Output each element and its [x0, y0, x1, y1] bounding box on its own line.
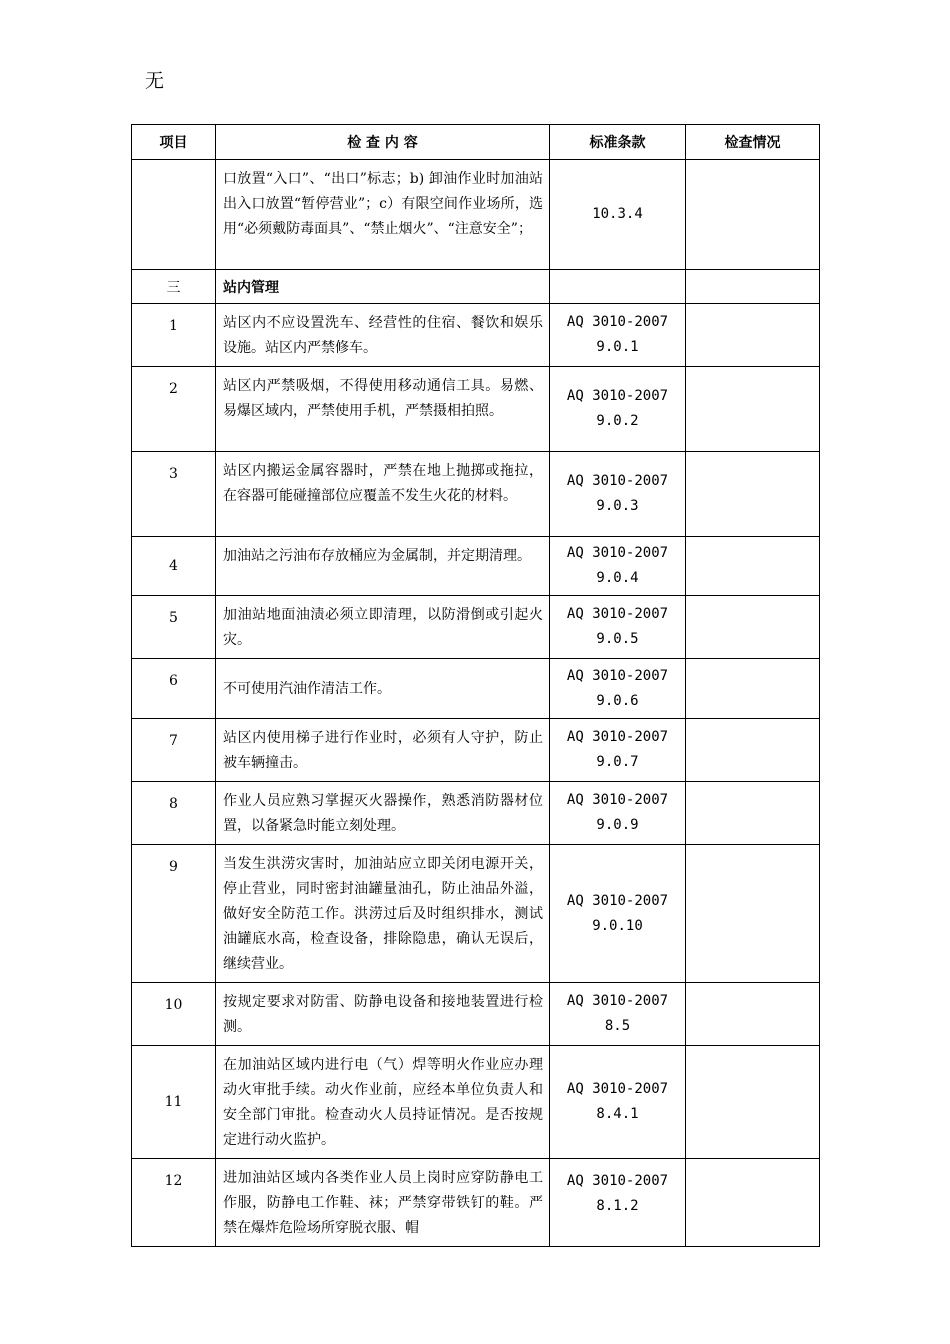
standard-code: 10.3.4 [592, 206, 643, 222]
row-number: 9 [132, 845, 216, 983]
table-row [132, 452, 820, 537]
row-result [686, 537, 820, 596]
standard-clause: 9.0.7 [596, 754, 639, 770]
standard-code: AQ 3010-2007 [566, 729, 669, 745]
table-row [132, 537, 820, 596]
row-result [686, 270, 820, 304]
table-row [132, 845, 820, 983]
row-number: 5 [132, 596, 216, 659]
standard-clause: 8.5 [604, 1018, 631, 1034]
row-content: 站区内使用梯子进行作业时，必须有人守护，防止被车辆撞击。 [216, 719, 550, 782]
row-content: 加油站地面油渍必须立即清理，以防滑倒或引起火灾。 [216, 596, 550, 659]
standard-clause: 9.0.6 [596, 692, 639, 709]
row-result [686, 596, 820, 659]
standard-code: AQ 3010-2007 [566, 1081, 669, 1097]
table-header-row [132, 125, 820, 160]
standard-clause: 8.1.2 [596, 1198, 639, 1214]
row-result [686, 719, 820, 782]
row-standard [550, 983, 686, 1046]
row-content: 站区内严禁吸烟，不得使用移动通信工具。易燃、易爆区域内，严禁使用手机，严禁摄相拍照。 [216, 367, 550, 452]
header-item: 项目 [132, 125, 216, 160]
row-standard [550, 452, 686, 537]
standard-code: AQ 3010-2007 [566, 1173, 669, 1189]
row-standard [550, 1046, 686, 1159]
header-result: 检查情况 [686, 125, 820, 160]
row-number: 1 [132, 304, 216, 367]
row-number: 8 [132, 782, 216, 845]
table-row [132, 782, 820, 845]
table-row [132, 160, 820, 270]
section-title: 站内管理 [216, 270, 550, 304]
row-result [686, 845, 820, 983]
row-result [686, 983, 820, 1046]
row-content: 站区内搬运金属容器时，严禁在地上抛掷或拖拉，在容器可能碰撞部位应覆盖不发生火花的材料。 [216, 452, 550, 537]
row-result [686, 1046, 820, 1159]
row-number: 7 [132, 719, 216, 782]
row-standard [550, 782, 686, 845]
row-standard [550, 537, 686, 596]
row-standard [550, 367, 686, 452]
row-content: 口放置“入口”、“出口”标志；b) 卸油作业时加油站出入口放置“暂停营业”；c）有限空间作业场所，选用“必须戴防毒面具”、“禁止烟火”、“注意安全”； [216, 160, 550, 270]
row-standard [550, 270, 686, 304]
row-number [132, 160, 216, 270]
header-content: 检 查 内 容 [216, 125, 550, 160]
row-result [686, 1159, 820, 1247]
section-number: 三 [132, 270, 216, 304]
top-mark: 无 [145, 70, 165, 92]
standard-clause: 9.0.3 [596, 498, 639, 514]
row-number: 2 [132, 367, 216, 452]
standard-clause: 9.0.9 [596, 817, 639, 833]
table-row [132, 659, 820, 719]
row-number: 11 [132, 1046, 216, 1159]
standard-clause: 9.0.4 [596, 570, 639, 586]
row-content: 作业人员应熟习掌握灭火器操作，熟悉消防器材位置，以备紧急时能立刻处理。 [216, 782, 550, 845]
row-standard [550, 719, 686, 782]
standard-clause: 9.0.1 [596, 339, 639, 355]
row-content: 按规定要求对防雷、防静电设备和接地装置进行检测。 [216, 983, 550, 1046]
header-standard: 标准条款 [550, 125, 686, 160]
table-row [132, 367, 820, 452]
row-content: 在加油站区域内进行电（气）焊等明火作业应办理动火审批手续。动火作业前，应经本单位负责人和安全部门审批。检查动火人员持证情况。是否按规定进行动火监护。 [216, 1046, 550, 1159]
table-row [132, 719, 820, 782]
row-number: 3 [132, 452, 216, 537]
row-result [686, 304, 820, 367]
row-number: 10 [132, 983, 216, 1046]
row-standard [550, 304, 686, 367]
row-standard [550, 1159, 686, 1247]
row-content: 不可使用汽油作清洁工作。 [216, 659, 550, 719]
row-content: 当发生洪涝灾害时，加油站应立即关闭电源开关，停止营业，同时密封油罐量油孔，防止油品外溢，做好安全防范工作。洪涝过后及时组织排水，测试油罐底水高，检查设备，排除隐患，确认无误后，继续营业。 [216, 845, 550, 983]
standard-code: AQ 3010-2007 [566, 892, 669, 909]
standard-clause: 9.0.10 [592, 917, 643, 934]
row-content: 加油站之污油布存放桶应为金属制，并定期清理。 [216, 537, 550, 596]
standard-clause: 9.0.2 [596, 413, 639, 429]
table-row [132, 983, 820, 1046]
table-row [132, 1159, 820, 1247]
row-standard [550, 845, 686, 983]
standard-code: AQ 3010-2007 [566, 314, 669, 330]
standard-code: AQ 3010-2007 [566, 667, 669, 684]
standard-code: AQ 3010-2007 [566, 388, 669, 404]
row-result [686, 659, 820, 719]
row-result [686, 782, 820, 845]
table-row [132, 1046, 820, 1159]
standard-code: AQ 3010-2007 [566, 473, 669, 489]
standard-code: AQ 3010-2007 [566, 606, 669, 622]
row-number: 6 [132, 659, 216, 719]
standard-code: AQ 3010-2007 [566, 993, 669, 1009]
row-number: 12 [132, 1159, 216, 1247]
row-result [686, 452, 820, 537]
row-standard [550, 596, 686, 659]
row-standard [550, 659, 686, 719]
inspection-table [131, 124, 820, 1247]
table-row [132, 596, 820, 659]
table-row [132, 304, 820, 367]
standard-clause: 8.4.1 [596, 1106, 639, 1122]
standard-code: AQ 3010-2007 [566, 545, 669, 561]
section-row [132, 270, 820, 304]
standard-clause: 9.0.5 [596, 631, 639, 647]
row-result [686, 160, 820, 270]
standard-code: AQ 3010-2007 [566, 792, 669, 808]
row-content: 进加油站区域内各类作业人员上岗时应穿防静电工作服，防静电工作鞋、袜；严禁穿带铁钉的鞋。严禁在爆炸危险场所穿脱衣服、帽 [216, 1159, 550, 1247]
row-content: 站区内不应设置洗车、经营性的住宿、餐饮和娱乐设施。站区内严禁修车。 [216, 304, 550, 367]
row-standard [550, 160, 686, 270]
row-result [686, 367, 820, 452]
row-number: 4 [132, 537, 216, 596]
